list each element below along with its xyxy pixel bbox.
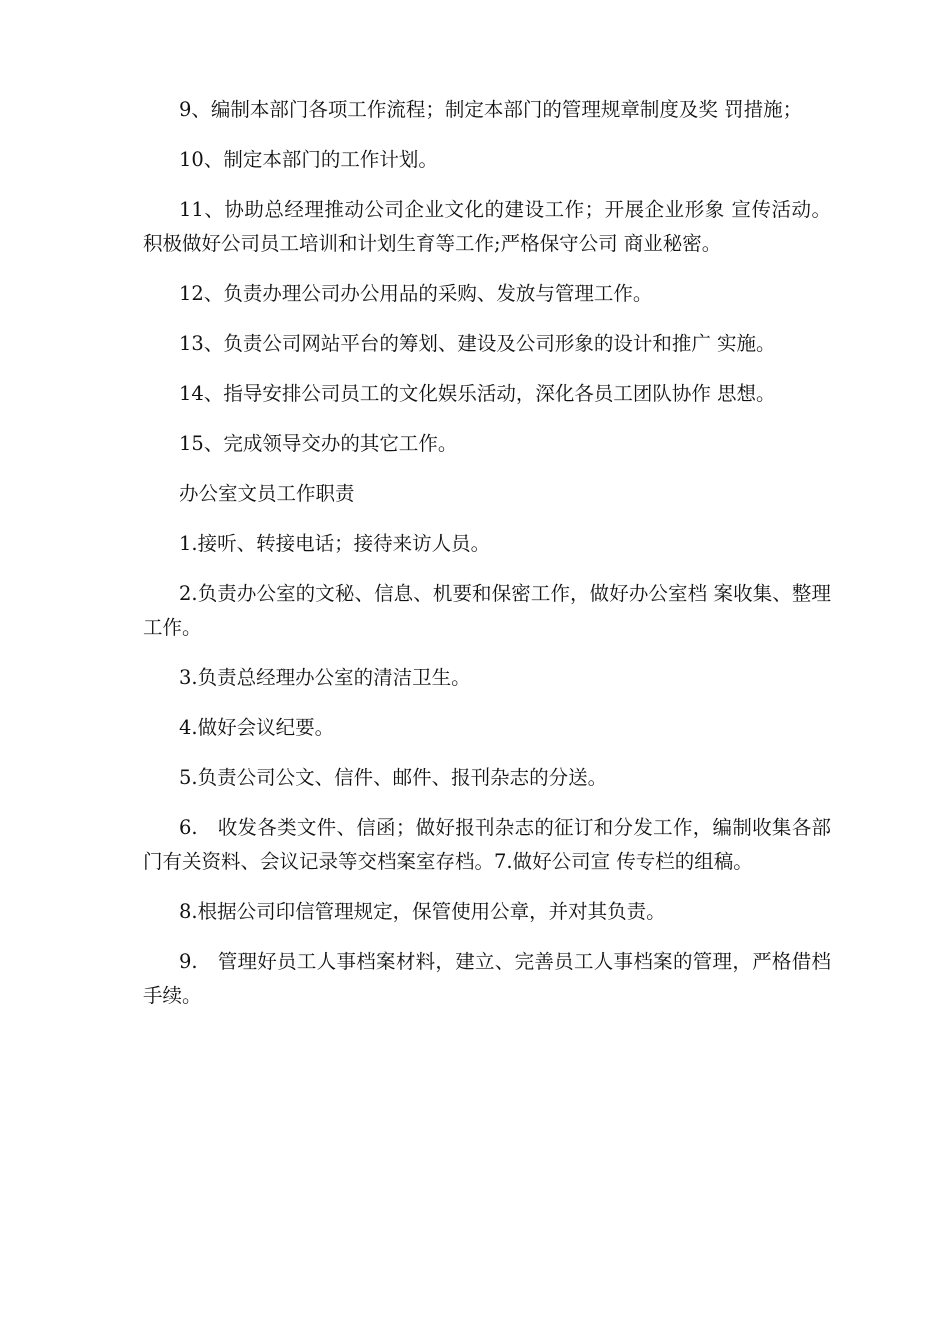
duty-item-1: 1.接听、转接电话；接待来访人员。 [179, 532, 491, 555]
duty-item-6-7: 6. 收发各类文件、信函；做好报刊杂志的征订和分发工作，编制收集各部门有关资料、会议记录等交档案室存档。7.做好公司宣 传专栏的组稿。 [143, 816, 831, 873]
paragraph-item-15: 15、完成领导交办的其它工作。 [179, 432, 458, 455]
paragraph-item-12: 12、负责办理公司办公用品的采购、发放与管理工作。 [179, 282, 653, 305]
paragraph-item-9: 9、编制本部门各项工作流程；制定本部门的管理规章制度及奖 罚措施； [179, 98, 803, 121]
duty-item-9: 9. 管理好员工人事档案材料，建立、完善员工人事档案的管理，严格借档手续。 [143, 950, 831, 1007]
section-heading: 办公室文员工作职责 [179, 482, 355, 505]
paragraph-item-11: 11、协助总经理推动公司企业文化的建设工作；开展企业形象 宣传活动。积极做好公司员工培训和计划生育等工作;严格保守公司 商业秘密。 [143, 198, 831, 255]
document-body [143, 93, 831, 1029]
duty-item-5: 5.负责公司公文、信件、邮件、报刊杂志的分送。 [179, 766, 608, 789]
paragraph-item-13: 13、负责公司网站平台的筹划、建设及公司形象的设计和推广 实施。 [179, 332, 776, 355]
duty-item-8: 8.根据公司印信管理规定，保管使用公章，并对其负责。 [179, 900, 666, 923]
paragraph-item-10: 10、制定本部门的工作计划。 [179, 148, 438, 171]
duty-item-4: 4.做好会议纪要。 [179, 716, 335, 739]
duty-item-3: 3.负责总经理办公室的清洁卫生。 [179, 666, 471, 689]
duty-item-2: 2.负责办公室的文秘、信息、机要和保密工作，做好办公室档 案收集、整理工作。 [143, 582, 831, 639]
paragraph-item-14: 14、指导安排公司员工的文化娱乐活动，深化各员工团队协作 思想。 [179, 382, 776, 405]
